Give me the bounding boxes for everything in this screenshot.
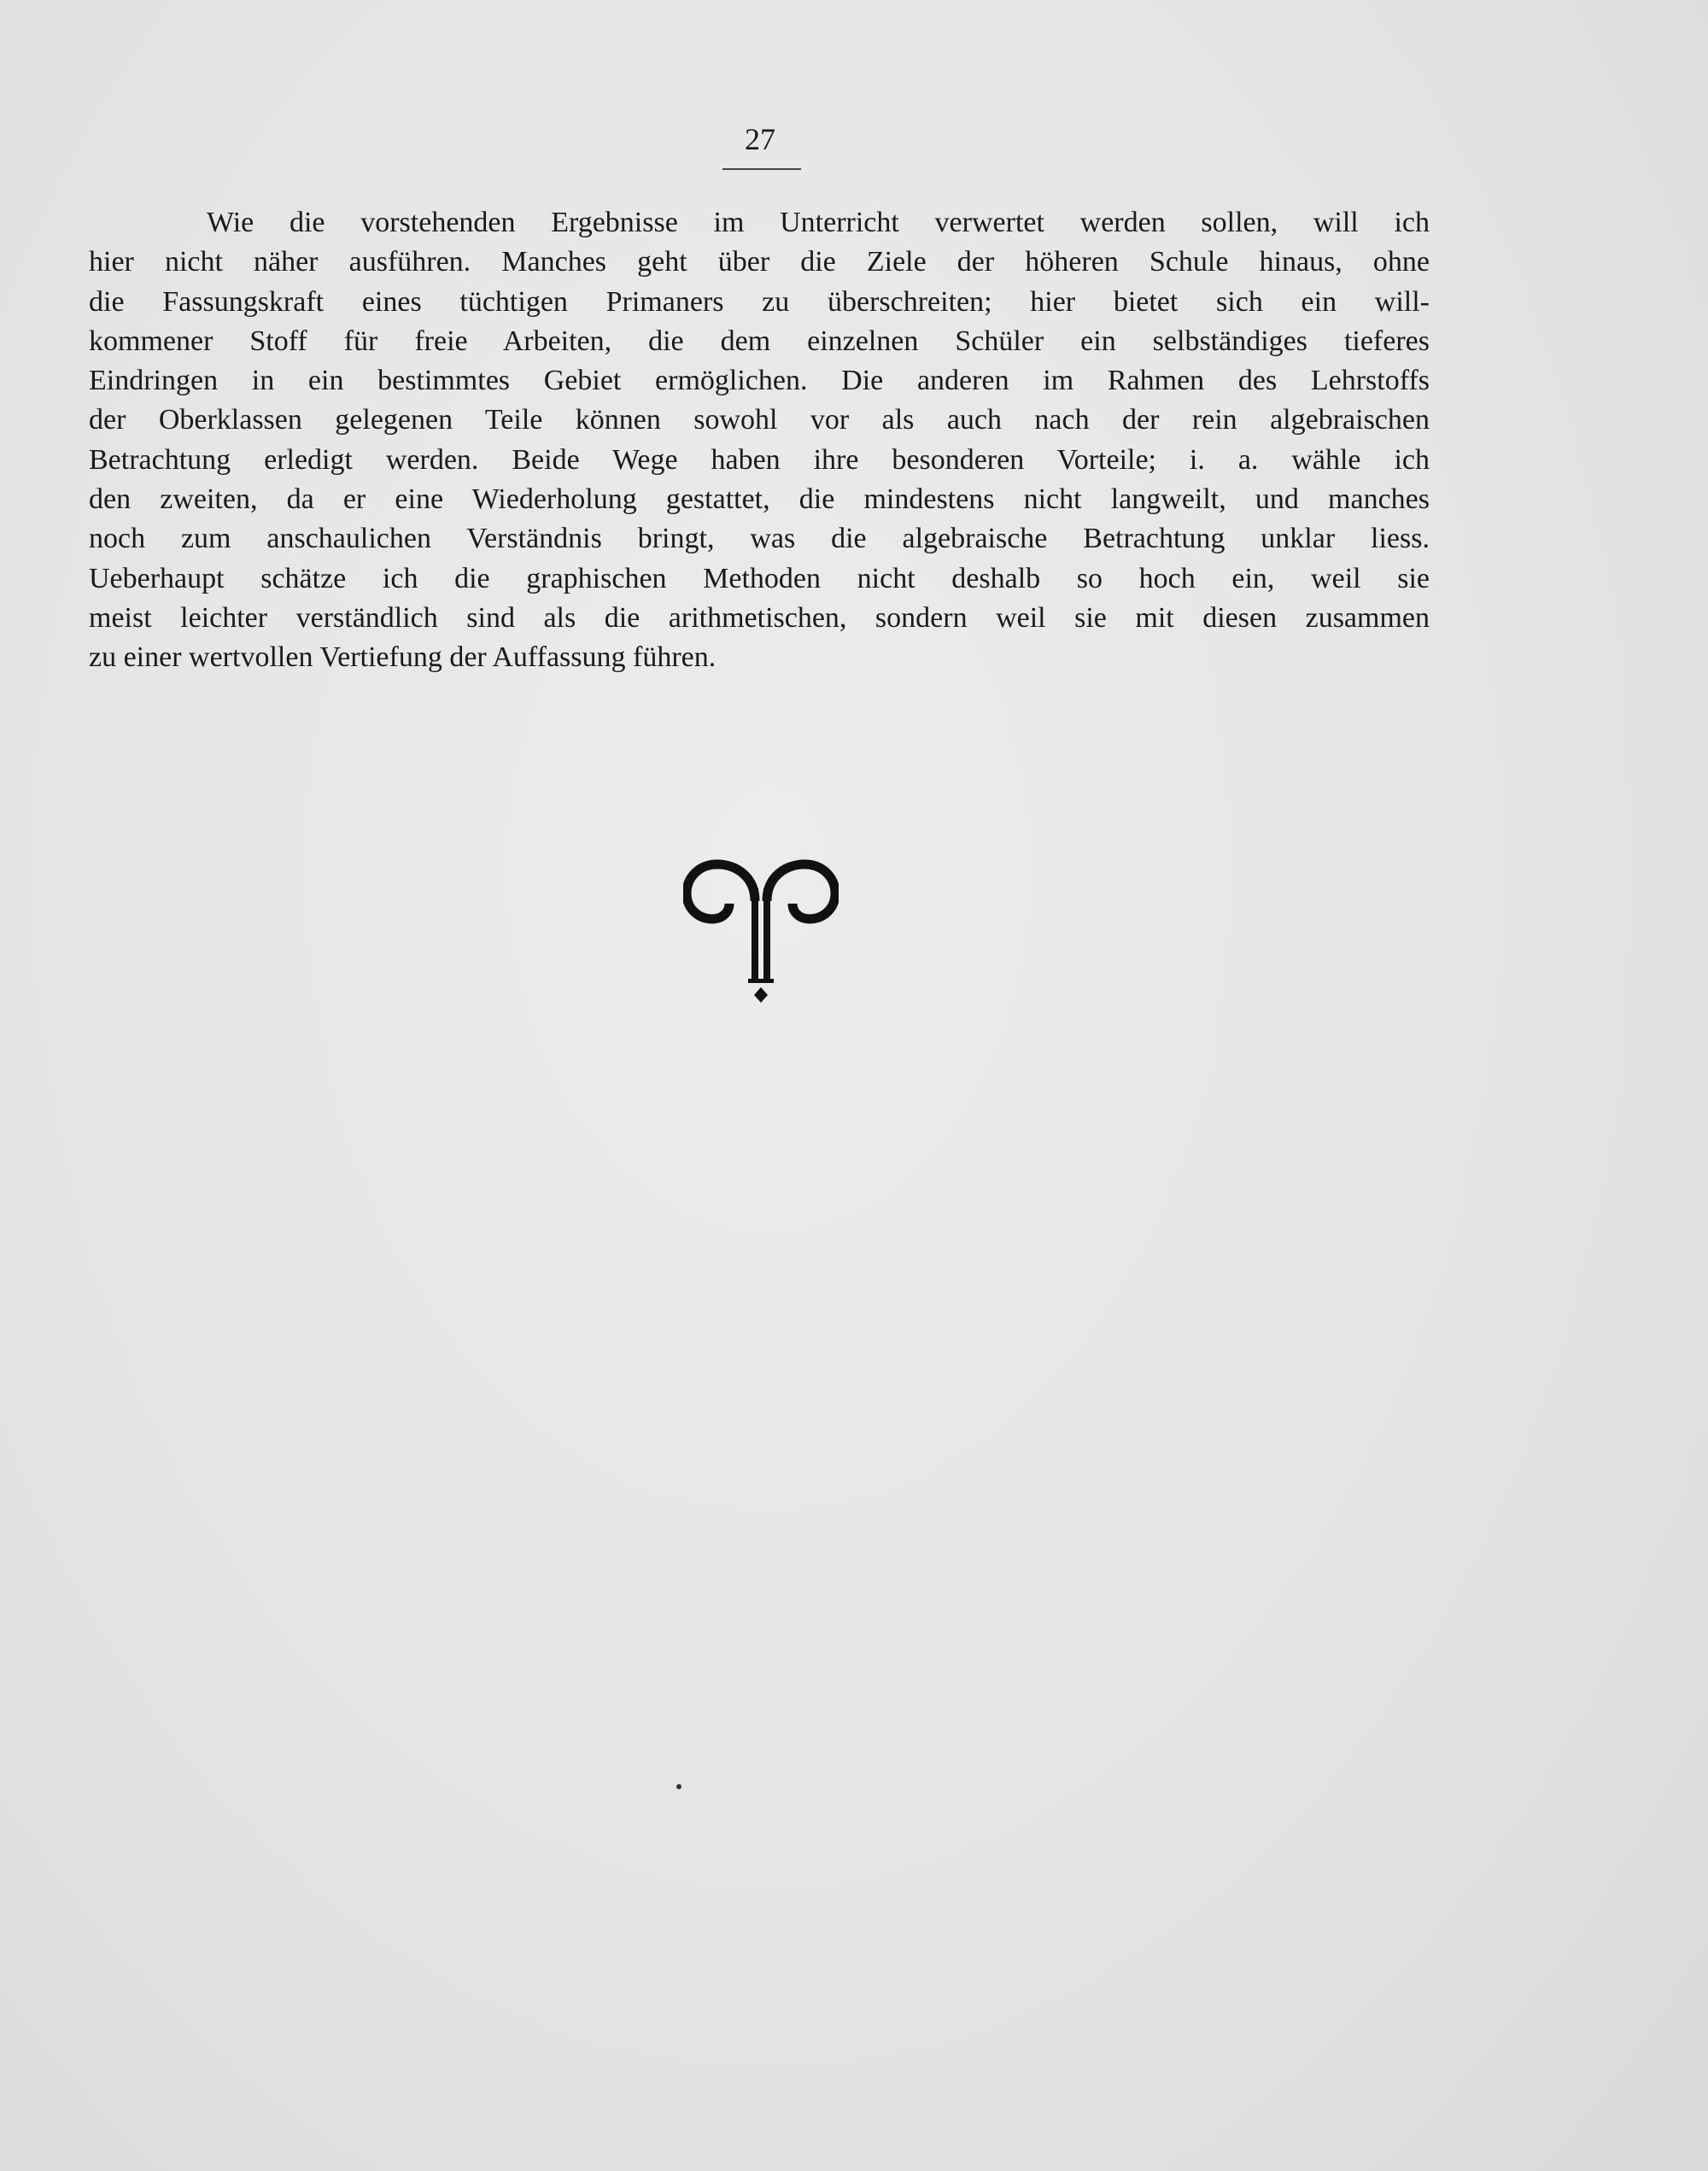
text-line: zu einer wertvollen Vertiefung der Auffassung führen. — [89, 641, 717, 674]
text-line: kommener Stoff für freie Arbeiten, die dem einzelnen Schüler ein selbständiges tieferes — [89, 325, 1430, 357]
text-line: noch zum anschaulichen Verständnis bringt, was die algebraische Betrachtung unklar liess. — [89, 523, 1430, 555]
text-line: den zweiten, da er eine Wiederholung gestattet, die mindestens nicht langweilt, und manches — [89, 483, 1430, 516]
text-line: Betrachtung erledigt werden. Beide Wege haben ihre besonderen Vorteile; i. a. wähle ich — [89, 443, 1430, 476]
page-number: 27 — [745, 122, 775, 156]
text-line: Eindringen in ein bestimmtes Gebiet ermöglichen. Die anderen im Rahmen des Lehrstoffs — [89, 365, 1430, 397]
text-line: hier nicht näher ausführen. Manches geht über die Ziele der höheren Schule hinaus, ohne — [89, 246, 1430, 278]
paper-speck — [676, 1784, 681, 1789]
text-line: die Fassungskraft eines tüchtigen Primaners zu überschreiten; hier bietet sich ein will- — [89, 285, 1430, 318]
body-paragraph — [89, 203, 1430, 678]
text-line: Wie die vorstehenden Ergebnisse im Unterricht verwertet werden sollen, will ich — [207, 207, 1430, 238]
header-rule — [722, 168, 801, 170]
ornament-vignette-icon — [683, 854, 839, 1004]
text-line: Ueberhaupt schätze ich die graphischen Methoden nicht deshalb so hoch ein, weil sie — [89, 562, 1430, 594]
text-line: meist leichter verständlich sind als die arithmetischen, sondern weil sie mit diesen zusammen — [89, 601, 1430, 634]
text-line: der Oberklassen gelegenen Teile können sowohl vor als auch nach der rein algebraischen — [89, 404, 1430, 436]
